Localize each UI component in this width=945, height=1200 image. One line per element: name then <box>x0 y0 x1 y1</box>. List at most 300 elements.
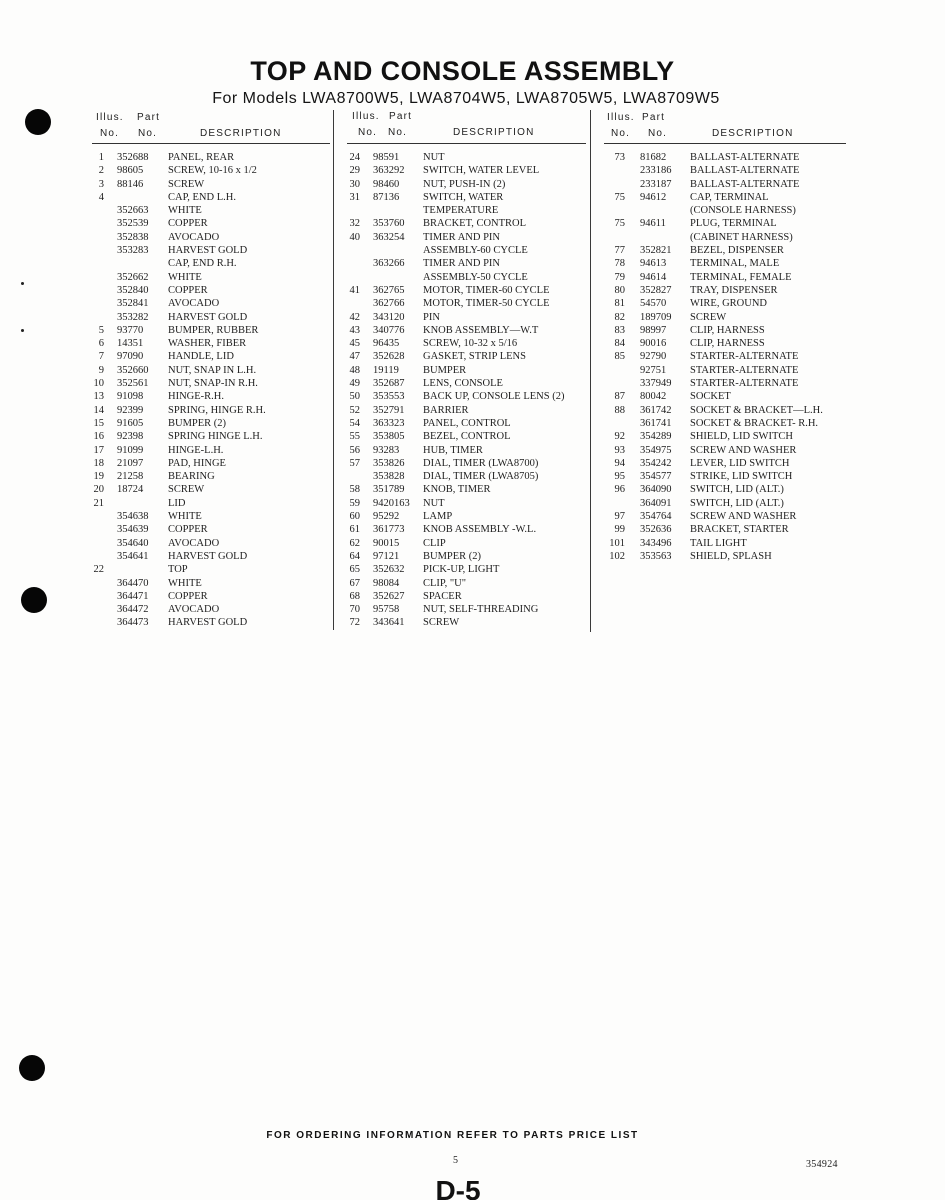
illus-number: 102 <box>609 550 625 562</box>
parts-row <box>82 470 328 483</box>
part-number <box>373 271 423 284</box>
section-page-clip <box>398 1177 518 1200</box>
part-number: 353760 <box>373 218 405 230</box>
scan-speck <box>21 282 24 285</box>
illus-number: 101 <box>609 537 625 549</box>
part-description: PICK-UP, LIGHT <box>423 564 500 576</box>
part-number: 98591 <box>373 152 400 163</box>
part-number <box>117 497 168 510</box>
part-number: 98997 <box>640 324 667 336</box>
part-number: 18724 <box>117 484 144 496</box>
illus-number: 56 <box>349 444 360 456</box>
part-number: 233186 <box>640 165 672 177</box>
part-description: CAP, END R.H. <box>168 258 237 270</box>
illus-number: 99 <box>614 524 625 536</box>
part-description: HANDLE, LID <box>168 351 234 363</box>
part-description: SOCKET & BRACKET—L.H. <box>690 404 823 416</box>
part-number: 92751 <box>640 364 667 376</box>
illus-number <box>82 217 104 230</box>
part-number: 352636 <box>640 524 672 536</box>
parts-row <box>338 603 588 616</box>
parts-row <box>82 483 328 496</box>
illus-number: 7 <box>98 351 104 363</box>
parts-row <box>338 483 588 496</box>
part-number <box>640 231 690 244</box>
illus-no-header: No. <box>358 127 378 138</box>
illus-number: 17 <box>93 444 104 456</box>
illus-number: 93 <box>614 444 625 456</box>
part-description: SHIELD, SPLASH <box>690 550 772 562</box>
illus-number: 77 <box>614 245 625 257</box>
part-description: WASHER, FIBER <box>168 338 247 350</box>
part-number: 353805 <box>373 431 405 443</box>
illus-number <box>82 297 104 310</box>
part-number: 353553 <box>373 391 405 403</box>
parts-row <box>601 523 860 536</box>
part-number: 95292 <box>373 511 400 523</box>
illus-number <box>601 231 625 244</box>
illus-number: 30 <box>349 178 360 190</box>
part-number: 352827 <box>640 284 672 296</box>
part-number: 361741 <box>640 417 672 429</box>
illus-number <box>82 510 104 523</box>
illus-number <box>338 297 360 310</box>
part-number: 98605 <box>117 165 144 177</box>
parts-row <box>82 523 328 536</box>
parts-row <box>601 231 860 244</box>
part-description: KNOB ASSEMBLY -W.L. <box>423 524 537 536</box>
part-number <box>373 244 423 257</box>
illus-number: 50 <box>349 391 360 403</box>
part-number: 352627 <box>373 590 405 602</box>
part-number: 91099 <box>117 444 144 456</box>
parts-row <box>338 244 588 257</box>
part-description: COPPER <box>168 524 208 536</box>
part-number: 233187 <box>640 178 672 190</box>
part-description: WHITE <box>168 511 202 523</box>
illus-number <box>601 204 625 217</box>
part-number: 87136 <box>373 191 400 203</box>
illus-number: 88 <box>614 404 625 416</box>
illus-number: 5 <box>98 324 104 336</box>
illus-number: 42 <box>349 311 360 323</box>
parts-row <box>338 390 588 403</box>
part-number: 91098 <box>117 391 144 403</box>
part-number: 94612 <box>640 191 667 203</box>
part-number: 95758 <box>373 604 400 616</box>
illus-no-header: No. <box>611 128 631 139</box>
part-number: 352539 <box>117 218 149 230</box>
illus-number: 87 <box>614 391 625 403</box>
illus-number: 31 <box>349 191 360 203</box>
parts-row <box>601 311 860 324</box>
part-description: BACK UP, CONSOLE LENS (2) <box>423 391 565 403</box>
parts-row <box>338 577 588 590</box>
illus-number: 97 <box>614 511 625 523</box>
parts-row <box>338 537 588 550</box>
part-number <box>640 204 690 217</box>
part-number: 94613 <box>640 258 667 270</box>
parts-row <box>338 430 588 443</box>
part-number: 352821 <box>640 245 672 257</box>
part-number <box>117 563 168 576</box>
scan-speck <box>21 329 24 332</box>
parts-row <box>338 417 588 430</box>
parts-row <box>601 217 860 230</box>
part-description: PIN <box>423 311 440 323</box>
part-number: 90016 <box>640 338 667 350</box>
parts-row <box>338 311 588 324</box>
parts-row <box>601 537 860 550</box>
part-description: BALLAST-ALTERNATE <box>690 152 800 163</box>
parts-row <box>601 178 860 191</box>
part-description: SCREW <box>168 484 205 496</box>
part-description: STRIKE, LID SWITCH <box>690 471 793 483</box>
part-description: BEZEL, DISPENSER <box>690 245 784 257</box>
parts-row <box>601 377 860 390</box>
part-description: BUMPER, RUBBER <box>168 324 259 336</box>
part-number: 88146 <box>117 178 144 190</box>
part-description: MOTOR, TIMER-50 CYCLE <box>423 298 550 310</box>
part-number: 354638 <box>117 511 149 523</box>
parts-row <box>601 510 860 523</box>
parts-column <box>82 151 328 630</box>
parts-row <box>601 271 860 284</box>
illus-number: 20 <box>93 484 104 496</box>
illus-number: 80 <box>614 284 625 296</box>
part-description: NUT, SNAP-IN R.H. <box>168 378 258 390</box>
parts-row <box>338 377 588 390</box>
part-number: 189709 <box>640 311 672 323</box>
part-number: 354289 <box>640 431 672 443</box>
parts-row <box>82 430 328 443</box>
parts-row <box>82 364 328 377</box>
illus-number: 43 <box>349 324 360 336</box>
illus-number: 57 <box>349 457 360 469</box>
part-description: PAD, HINGE <box>168 457 226 469</box>
parts-row <box>601 483 860 496</box>
parts-row <box>82 417 328 430</box>
part-number: 364472 <box>117 604 149 616</box>
illus-number: 16 <box>93 431 104 443</box>
part-number: 21097 <box>117 457 144 469</box>
part-number: 351789 <box>373 484 405 496</box>
illus-number: 78 <box>614 258 625 270</box>
parts-row <box>338 510 588 523</box>
illus-number <box>601 364 625 377</box>
hole-punch <box>21 587 47 613</box>
part-description: BEZEL, CONTROL <box>423 431 511 443</box>
part-header-top: Part <box>137 112 161 123</box>
illus-number: 1 <box>98 152 104 163</box>
part-number: 93283 <box>373 444 400 456</box>
parts-row <box>338 497 588 510</box>
parts-row <box>338 324 588 337</box>
parts-row <box>82 444 328 457</box>
illus-number: 73 <box>614 152 625 163</box>
part-description: AVOCADO <box>168 604 220 616</box>
parts-row <box>601 191 860 204</box>
part-description: COPPER <box>168 284 208 296</box>
illus-number: 21 <box>93 497 104 509</box>
parts-row <box>82 324 328 337</box>
part-number: 54570 <box>640 298 667 310</box>
parts-row <box>601 337 860 350</box>
part-description: TOP <box>168 564 188 576</box>
part-description: AVOCADO <box>168 537 220 549</box>
parts-row <box>82 164 328 177</box>
illus-number: 24 <box>349 152 360 163</box>
parts-row <box>338 470 588 483</box>
header-rule <box>92 143 330 144</box>
parts-row <box>82 350 328 363</box>
part-number: 354641 <box>117 550 149 562</box>
illus-number <box>338 204 360 217</box>
parts-row <box>82 271 328 284</box>
parts-row <box>601 470 860 483</box>
part-description: LID <box>168 497 186 509</box>
parts-row <box>338 178 588 191</box>
part-number: 352663 <box>117 205 149 217</box>
page-title: TOP AND CONSOLE ASSEMBLY <box>250 56 675 86</box>
part-description: WHITE <box>168 271 202 283</box>
part-number: 81682 <box>640 152 667 163</box>
part-number: 343641 <box>373 617 405 629</box>
parts-row <box>338 457 588 470</box>
illus-number: 2 <box>98 165 104 177</box>
parts-row <box>601 204 860 217</box>
part-description: SWITCH, WATER LEVEL <box>423 165 540 177</box>
part-description: SCREW, 10-32 x 5/16 <box>423 338 518 350</box>
illus-number: 64 <box>349 550 360 562</box>
part-description: TERMINAL, MALE <box>690 258 780 270</box>
parts-row <box>338 590 588 603</box>
part-number: 343496 <box>640 537 672 549</box>
part-number: 352660 <box>117 364 149 376</box>
part-number: 91605 <box>117 417 144 429</box>
parts-row <box>601 244 860 257</box>
part-description: SPACER <box>423 590 462 602</box>
part-description: TIMER AND PIN <box>423 231 501 243</box>
part-description: SPRING, HINGE R.H. <box>168 404 266 416</box>
part-description: TRAY, DISPENSER <box>690 284 778 296</box>
part-description: PLUG, TERMINAL <box>690 218 777 230</box>
illus-number: 58 <box>349 484 360 496</box>
parts-row <box>338 444 588 457</box>
part-description: CLIP <box>423 537 446 549</box>
part-no-header: No. <box>648 128 668 139</box>
part-number: 354242 <box>640 457 672 469</box>
part-description: (CABINET HARNESS) <box>690 231 793 243</box>
illus-number <box>82 616 104 629</box>
illus-number: 67 <box>349 577 360 589</box>
parts-row <box>82 178 328 191</box>
illus-number: 14 <box>93 404 104 416</box>
part-description: NUT, SNAP IN L.H. <box>168 364 257 376</box>
part-description: HUB, TIMER <box>423 444 483 456</box>
part-description: DIAL, TIMER (LWA8705) <box>423 471 539 483</box>
part-number: 337949 <box>640 378 672 390</box>
hole-punch <box>25 109 51 135</box>
part-number: 92790 <box>640 351 667 363</box>
parts-row <box>82 231 328 244</box>
part-description: SWITCH, LID (ALT.) <box>690 497 784 509</box>
part-no-header: No. <box>388 127 408 138</box>
parts-row <box>601 350 860 363</box>
part-number: 340776 <box>373 324 405 336</box>
part-description: LEVER, LID SWITCH <box>690 457 790 469</box>
part-number: 361773 <box>373 524 405 536</box>
illus-number <box>82 284 104 297</box>
part-number: 354640 <box>117 537 149 549</box>
hole-punch <box>19 1055 45 1081</box>
part-number: 353826 <box>373 457 405 469</box>
part-number: 98460 <box>373 178 400 190</box>
part-number: 353828 <box>373 471 405 483</box>
illus-number: 59 <box>349 497 360 509</box>
part-description: SCREW <box>423 617 460 629</box>
part-description: CLIP, "U" <box>423 577 466 589</box>
parts-row <box>82 337 328 350</box>
part-description: CLIP, HARNESS <box>690 338 765 350</box>
illus-number: 84 <box>614 338 625 350</box>
parts-row <box>601 417 860 430</box>
description-header: DESCRIPTION <box>200 128 282 139</box>
parts-row <box>338 204 588 217</box>
part-number: 14351 <box>117 338 144 350</box>
part-description: TEMPERATURE <box>423 205 499 217</box>
part-description: SHIELD, LID SWITCH <box>690 431 793 443</box>
illus-number: 22 <box>93 564 104 576</box>
part-number: 352840 <box>117 284 149 296</box>
part-description: NUT, PUSH-IN (2) <box>423 178 506 190</box>
part-number: 352841 <box>117 298 149 310</box>
part-number: 361742 <box>640 404 672 416</box>
part-number: 363292 <box>373 165 405 177</box>
part-description: HINGE-L.H. <box>168 444 224 456</box>
header-rule <box>347 143 586 144</box>
parts-row <box>601 257 860 270</box>
illus-number <box>338 257 360 270</box>
illus-number: 10 <box>93 378 104 390</box>
description-header: DESCRIPTION <box>712 128 794 139</box>
part-description: COPPER <box>168 218 208 230</box>
illus-number <box>82 577 104 590</box>
part-description: BEARING <box>168 471 215 483</box>
illus-number: 75 <box>614 218 625 230</box>
illus-number: 92 <box>614 431 625 443</box>
parts-row <box>338 217 588 230</box>
illus-number: 95 <box>614 471 625 483</box>
part-description: NUT <box>423 497 445 509</box>
part-description: CAP, TERMINAL <box>690 191 769 203</box>
part-description: BALLAST-ALTERNATE <box>690 165 800 177</box>
parts-row <box>82 404 328 417</box>
parts-row <box>338 297 588 310</box>
part-description: BARRIER <box>423 404 469 416</box>
illus-number <box>82 523 104 536</box>
part-number: 92398 <box>117 431 144 443</box>
parts-row <box>338 191 588 204</box>
illus-number <box>82 271 104 284</box>
part-number: 362766 <box>373 298 405 310</box>
part-description: HARVEST GOLD <box>168 617 248 629</box>
illus-number <box>82 311 104 324</box>
part-description: HARVEST GOLD <box>168 550 248 562</box>
part-number: 352838 <box>117 231 149 243</box>
parts-row <box>601 404 860 417</box>
part-number: 353283 <box>117 245 149 257</box>
illus-number: 3 <box>98 178 104 190</box>
parts-row <box>82 550 328 563</box>
part-description: BUMPER (2) <box>168 417 227 429</box>
illus-number: 75 <box>614 191 625 203</box>
part-header-top: Part <box>642 112 666 123</box>
parts-row <box>338 404 588 417</box>
part-description: (CONSOLE HARNESS) <box>690 205 796 217</box>
part-number: 90015 <box>373 537 400 549</box>
part-number: 364090 <box>640 484 672 496</box>
part-description: HARVEST GOLD <box>168 245 248 257</box>
parts-row <box>601 324 860 337</box>
parts-row <box>338 164 588 177</box>
part-description: WIRE, GROUND <box>690 298 767 310</box>
illus-number: 4 <box>98 191 104 203</box>
parts-row <box>338 257 588 270</box>
parts-row <box>82 297 328 310</box>
part-description: WHITE <box>168 205 202 217</box>
illus-number <box>82 550 104 563</box>
illus-number: 18 <box>93 457 104 469</box>
part-number: 19119 <box>373 364 399 376</box>
part-description: BRACKET, CONTROL <box>423 218 527 230</box>
illus-number: 47 <box>349 351 360 363</box>
parts-row <box>82 390 328 403</box>
part-number: 354577 <box>640 471 672 483</box>
illus-number <box>601 164 625 177</box>
illus-number: 72 <box>349 617 360 629</box>
illus-number <box>338 470 360 483</box>
part-description: SPRING HINGE L.H. <box>168 431 263 443</box>
part-description: STARTER-ALTERNATE <box>690 364 799 376</box>
parts-row <box>338 337 588 350</box>
ordering-note: FOR ORDERING INFORMATION REFER TO PARTS PRICE LIST <box>266 1130 639 1141</box>
part-description: WHITE <box>168 577 202 589</box>
part-description: SOCKET & BRACKET- R.H. <box>690 417 819 429</box>
part-number: 352662 <box>117 271 149 283</box>
illus-number: 48 <box>349 364 360 376</box>
part-description: AVOCADO <box>168 298 220 310</box>
part-description: NUT, SELF-THREADING <box>423 604 539 616</box>
part-description: CAP, END L.H. <box>168 191 236 203</box>
part-description: TAIL LIGHT <box>690 537 747 549</box>
illus-number: 9 <box>98 364 104 376</box>
part-description: BRACKET, STARTER <box>690 524 789 536</box>
page-number: 5 <box>453 1155 458 1166</box>
part-description: SCREW, 10-16 x 1/2 <box>168 165 257 177</box>
parts-row <box>338 364 588 377</box>
part-description: TIMER AND PIN <box>423 258 501 270</box>
part-description: SCREW AND WASHER <box>690 511 797 523</box>
illus-number <box>601 178 625 191</box>
parts-row <box>338 616 588 629</box>
parts-row <box>82 191 328 204</box>
illus-number: 85 <box>614 351 625 363</box>
part-description: COPPER <box>168 590 208 602</box>
part-description: BALLAST-ALTERNATE <box>690 178 800 190</box>
part-number: 352791 <box>373 404 405 416</box>
parts-row <box>82 244 328 257</box>
